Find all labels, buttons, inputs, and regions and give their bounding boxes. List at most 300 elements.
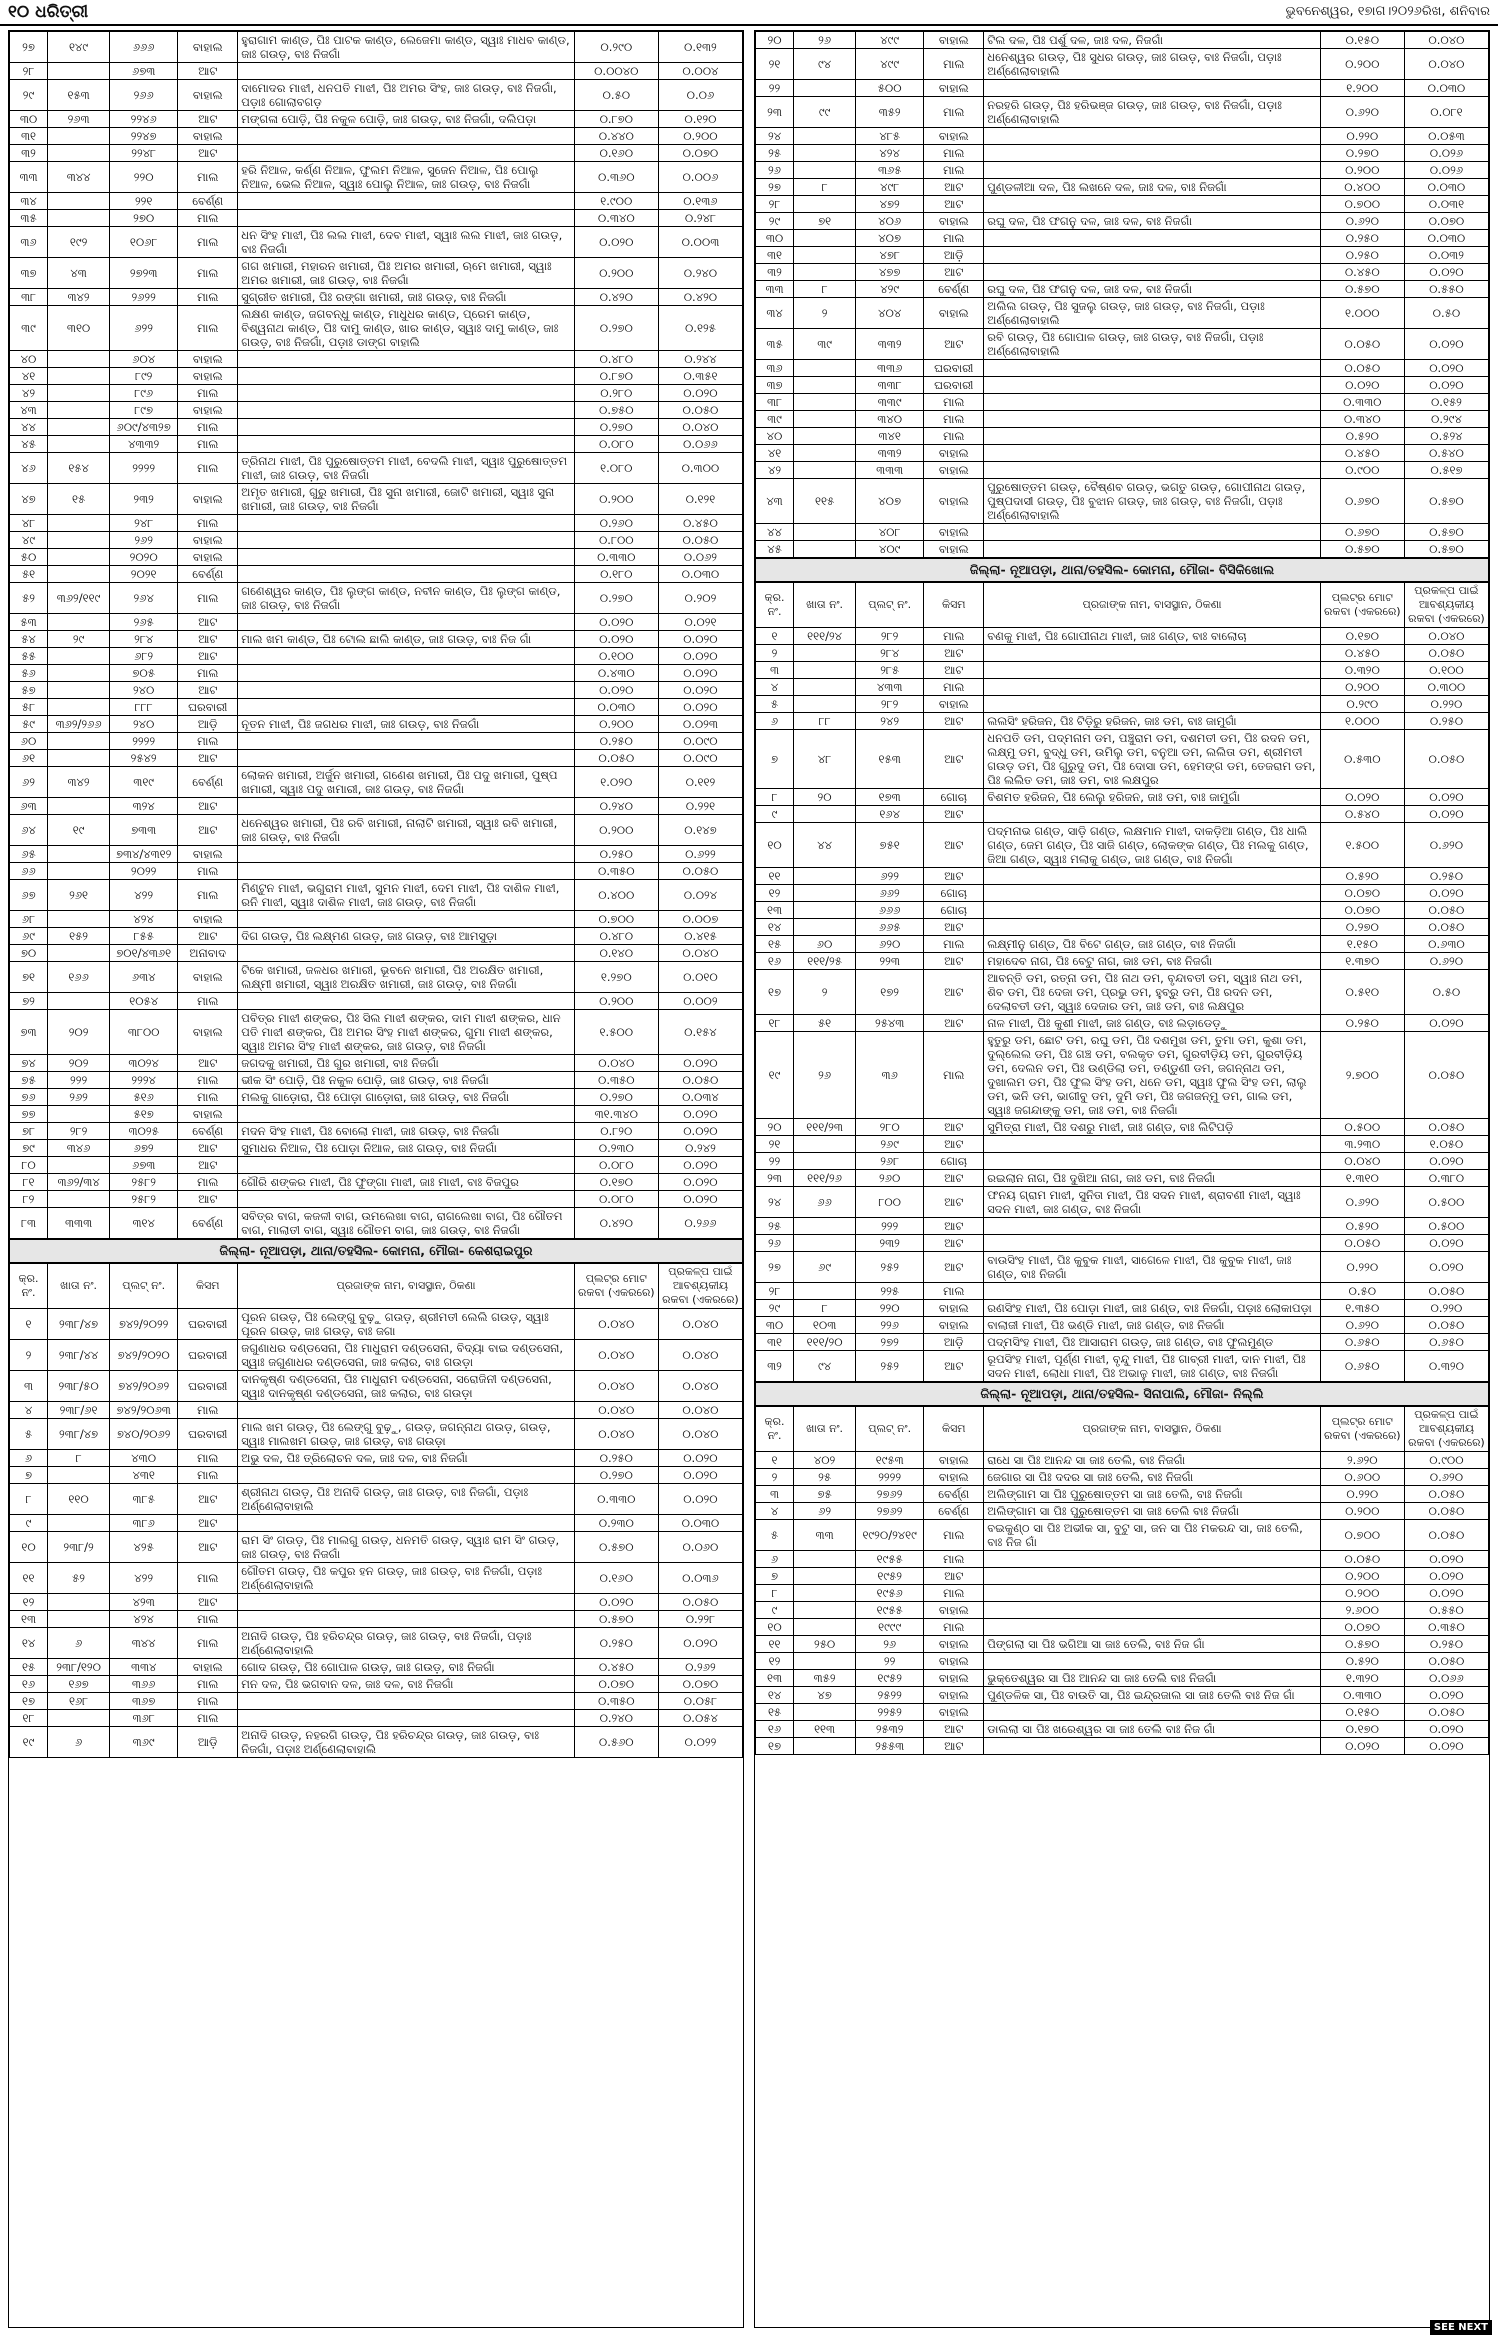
plot-cell: ୨୭୦ <box>110 210 178 227</box>
serial-cell: ୫୧ <box>10 566 48 583</box>
owner-cell <box>238 911 574 928</box>
total-area-cell: ୦.୭୦୦ <box>1320 196 1404 213</box>
plot-cell: ୮୫୫ <box>110 928 178 945</box>
issue-date: ଭୁବନେଶ୍ୱର, ୧୭ାଗ।୨୦୨୬ରିଖ, ଶନିବାର <box>1285 4 1490 19</box>
required-area-cell: ୦.୦୪୦ <box>658 419 742 436</box>
serial-cell: ୨୫ <box>756 145 794 162</box>
owner-cell <box>238 368 574 385</box>
owner-cell <box>238 1611 574 1628</box>
required-area-cell: ୦.୦୫୩ <box>1404 128 1488 145</box>
kisam-cell: ମାଲ <box>924 49 984 80</box>
total-area-cell: ୦.୧୫୦ <box>1320 1704 1404 1721</box>
table-row <box>10 1123 743 1140</box>
table-row <box>756 1283 1489 1300</box>
plot-cell: ୧୯୫୨ <box>856 1670 924 1687</box>
total-area-cell: ୦.୨୩୦ <box>574 1140 658 1157</box>
kisam-cell: ମାଲ <box>178 1676 238 1693</box>
khata-cell: ୨ <box>794 298 856 329</box>
owner-cell: ପୂରନ ଗଉଡ଼, ପିଃ ଲେଙ୍ଗୁ ବୁଢ଼ୁ ଗଉଡ଼, ଶ୍ରୀମତୀ ଲେଲି ଗଉଡ଼, ସ୍ୱାଃ ପୂରନ ଗଉଡ଼, ଜାଃ ଗଉଡ଼, ବାଃ ଜଗା <box>238 1309 574 1340</box>
total-area-cell: ୧.୩୨୦ <box>1320 1670 1404 1687</box>
required-area-cell: ୦.୦୬୬ <box>1404 1670 1488 1687</box>
khata-cell: ୨୦ <box>794 789 856 806</box>
kisam-cell: ଆଡ଼ି <box>178 716 238 733</box>
table-row <box>10 1191 743 1208</box>
owner-cell: ଅଲିଲ ଗଉଡ଼, ପିଃ ସୁଜଲୁ ଗଉଡ଼, ଜାଃ ଗଉଡ଼, ବାଃ ନିଜଗାଁ, ପଡ଼ାଃ ଅର୍ଣ୍ଣେଲାବାହାଲି <box>984 298 1320 329</box>
required-area-cell: ୦.୦୩୦ <box>1404 179 1488 196</box>
serial-cell: ୮୨ <box>10 1191 48 1208</box>
khata-cell: ୮୮ <box>794 713 856 730</box>
table-row <box>756 162 1489 179</box>
serial-cell: ୭୭ <box>10 1106 48 1123</box>
kisam-cell: ବାହାଲ <box>924 1687 984 1704</box>
serial-cell: ୪୪ <box>756 524 794 541</box>
total-area-cell: ୦.୧୦୦ <box>574 648 658 665</box>
plot-cell: ୬୨୨ <box>856 868 924 885</box>
table-row <box>756 145 1489 162</box>
plot-cell: ୩୧୯ <box>110 767 178 798</box>
table-row <box>756 230 1489 247</box>
khata-cell <box>48 368 110 385</box>
total-area-cell: ୦.୧୬୦ <box>574 1563 658 1594</box>
serial-cell: ୬୯ <box>10 928 48 945</box>
serial-cell: ୨୯ <box>756 213 794 230</box>
table-row <box>10 767 743 798</box>
owner-cell <box>238 385 574 402</box>
total-area-cell: ୦.୦୨୦ <box>574 614 658 631</box>
owner-cell <box>238 1467 574 1484</box>
plot-cell: ୭୪୨/୨୦୨୦ <box>110 1340 178 1371</box>
owner-cell <box>984 1585 1320 1602</box>
kisam-cell: ଆଟ <box>924 1235 984 1252</box>
owner-cell: ସବିତ୍ର ବାଗ, କଜଳୀ ବାଗ, ଉମଲେଖା ବାଗ, ରାଗଲେଖା ବାଗ, ପିଃ ଗୌତମ ବାଗ, ମାଲାତୀ ବାଗ, ସ୍ୱାଃ ଗୌତମ ବାଗ, ଜାଃ ଗଉଡ଼, ବାଃ ନିଜଗାଁ <box>238 1208 574 1239</box>
total-area-cell: ୦.୮୨୦ <box>574 1123 658 1140</box>
table-row <box>756 1015 1489 1032</box>
plot-cell: ୩୦୨୫ <box>110 1123 178 1140</box>
kisam-cell: ବେର୍ଣ୍ଣ <box>178 193 238 210</box>
serial-cell: ୨୭ <box>10 32 48 63</box>
total-area-cell: ୦.୧୭୦ <box>1320 628 1404 645</box>
table-row <box>10 1727 743 1758</box>
table-row <box>756 1334 1489 1351</box>
owner-cell <box>984 196 1320 213</box>
serial-cell: ୧୯ <box>756 1032 794 1119</box>
kisam-cell: ମାଲ <box>178 583 238 614</box>
required-area-cell: ୦.୦୫୦ <box>658 1594 742 1611</box>
owner-cell <box>984 128 1320 145</box>
owner-cell <box>238 1106 574 1123</box>
plot-cell: ୩୬ <box>856 1032 924 1119</box>
table-row <box>756 1738 1489 1755</box>
kisam-cell: ଆଟ <box>924 1015 984 1032</box>
required-area-cell: ୦.୩୦୦ <box>1404 679 1488 696</box>
plot-cell: ୮୯୬ <box>110 385 178 402</box>
owner-cell <box>984 1653 1320 1670</box>
total-area-cell: ୦.୫୩୦ <box>1320 730 1404 789</box>
table-row <box>10 111 743 128</box>
plot-cell: ୭୪୨/୨୦୬୨ <box>110 1371 178 1402</box>
kisam-cell: ମାଲ <box>178 733 238 750</box>
plot-cell: ୨୨୬ <box>856 1317 924 1334</box>
table-row <box>10 258 743 289</box>
kisam-cell: ଗୋଚା <box>924 902 984 919</box>
serial-cell: ୭ <box>10 1467 48 1484</box>
plot-cell: ୬୭୨ <box>110 1140 178 1157</box>
serial-cell: ୨୬ <box>756 162 794 179</box>
khata-cell <box>48 733 110 750</box>
total-area-cell: ୦.୭୦୦ <box>574 911 658 928</box>
table-row <box>10 532 743 549</box>
plot-cell: ୨୫୨ <box>856 1252 924 1283</box>
table-row <box>756 196 1489 213</box>
owner-cell: ନୂତନ ମାଝୀ, ପିଃ ଜଗଧର ମାଝୀ, ଜାଃ ଗଉଡ଼, ବାଃ ନିଜଗାଁ <box>238 716 574 733</box>
serial-cell: ୪୬ <box>10 453 48 484</box>
owner-cell <box>238 733 574 750</box>
serial-cell: ୧୨ <box>10 1594 48 1611</box>
plot-cell: ୧୯୫୫ <box>856 1602 924 1619</box>
khata-cell: ୬ <box>48 1628 110 1659</box>
table-row <box>10 911 743 928</box>
kisam-cell: ମାଲ <box>924 1619 984 1636</box>
serial-cell: ୩୫ <box>756 329 794 360</box>
plot-cell: ୨୬୯ <box>856 1136 924 1153</box>
plot-cell: ୭୦୫ <box>110 665 178 682</box>
plot-cell: ୪୯୮ <box>856 179 924 196</box>
table-row <box>756 696 1489 713</box>
required-area-cell: ୦.୦୫୦ <box>1404 1520 1488 1551</box>
required-area-cell: ୦.୦୨୦ <box>1404 264 1488 281</box>
plot-cell: ୨୨୦ <box>856 1300 924 1317</box>
plot-cell: ୩୩୩ <box>856 462 924 479</box>
table-row <box>756 868 1489 885</box>
kisam-cell: ଆଟ <box>178 1515 238 1532</box>
khata-cell <box>794 1153 856 1170</box>
khata-cell: ୧୧୧/୨୪ <box>794 628 856 645</box>
kisam-cell: ଆଟ <box>924 645 984 662</box>
plot-cell: ୩୬୭ <box>110 1693 178 1710</box>
table-row <box>10 193 743 210</box>
plot-cell: ୨୪୦ <box>110 716 178 733</box>
kisam-cell: ଘରବାରୀ <box>178 1419 238 1450</box>
table-row <box>756 1687 1489 1704</box>
required-area-cell: ୦.୦୫୪ <box>658 1710 742 1727</box>
total-area-cell: ୧.୩୫୦ <box>1320 1300 1404 1317</box>
serial-cell: ୫୨ <box>10 583 48 614</box>
owner-cell <box>238 210 574 227</box>
required-area-cell: ୦.୬୫୦ <box>1404 1334 1488 1351</box>
owner-cell <box>984 902 1320 919</box>
table-row <box>756 541 1489 558</box>
khata-cell: ୪୮ <box>794 730 856 789</box>
owner-cell <box>984 524 1320 541</box>
serial-cell: ୧୬ <box>10 1676 48 1693</box>
left-column <box>8 30 744 2328</box>
required-area-cell: ୦.୦୬୬ <box>658 436 742 453</box>
khata-cell <box>48 699 110 716</box>
owner-cell: ପୁଣ୍ଡଳିକ ସା, ପିଃ ବାଉତି ସା, ପିଃ ଇନ୍ଦ୍ରଜାଲ ସା ଜାଃ ତେଲି ବାଃ ନିଜ ଗାଁ <box>984 1687 1320 1704</box>
owner-cell <box>984 80 1320 97</box>
plot-cell: ୧୦୫୪ <box>110 993 178 1010</box>
plot-cell: ୩୬୬ <box>110 1676 178 1693</box>
total-area-cell: ୦.୦୫୦ <box>1320 1551 1404 1568</box>
serial-cell: ୫ <box>10 1419 48 1450</box>
kisam-cell: ବାହାଲ <box>924 1317 984 1334</box>
required-area-cell: ୦.୦୩୬ <box>658 1563 742 1594</box>
plot-cell: ୩୪୦ <box>856 411 924 428</box>
kisam-cell: ଆଟ <box>924 1568 984 1585</box>
table-row <box>10 419 743 436</box>
serial-cell: ୬୭ <box>10 880 48 911</box>
khata-cell: ୪୪ <box>794 823 856 868</box>
table-row <box>10 716 743 733</box>
required-area-cell: ୦.୦୦୭ <box>658 911 742 928</box>
owner-cell <box>238 1710 574 1727</box>
required-area-cell: ୦.୩୦୦ <box>658 453 742 484</box>
serial-cell: ୧୩ <box>10 1611 48 1628</box>
table-row <box>10 549 743 566</box>
kisam-cell: ଆଟ <box>924 1738 984 1755</box>
serial-cell: ୩୬ <box>756 360 794 377</box>
owner-cell: ଗଣେଶ୍ୱର କାଣ୍ଡ, ପିଃ ଲୁଙ୍ଗ କାଣ୍ଡ, ନବୀନ କାଣ୍ଡ, ପିଃ ଲୁଙ୍ଗ କାଣ୍ଡ, ଜାଃ ଗଉଡ଼, ବାଃ ନିଜଗାଁ <box>238 583 574 614</box>
owner-cell: ଅଲିଙ୍ଗାମ ସା ପିଃ ପୁରୁଷୋତ୍ତମ ସା ଜାଃ ତେଲି, ବାଃ ନିଜଗାଁ <box>984 1486 1320 1503</box>
khata-cell <box>48 993 110 1010</box>
total-area-cell: ୧.୦୮୦ <box>574 453 658 484</box>
khata-cell <box>48 145 110 162</box>
plot-cell: ୭୩୩ <box>110 815 178 846</box>
plot-cell: ୪୩୩୨ <box>110 436 178 453</box>
kisam-cell: ଗୋଚା <box>924 885 984 902</box>
plot-cell: ୩୬୯ <box>110 1727 178 1758</box>
page-number: ୧୦ ଧରିତ୍ରୀ <box>8 2 89 22</box>
khata-cell: ୧୬୬ <box>48 962 110 993</box>
plot-cell: ୨୨୨୪ <box>110 1072 178 1089</box>
required-area-cell: ୦.୦୫୦ <box>1404 730 1488 789</box>
plot-cell: ୨୨୩ <box>856 953 924 970</box>
owner-cell <box>238 419 574 436</box>
kisam-cell: ଆଟ <box>178 631 238 648</box>
table-row <box>756 1670 1489 1687</box>
required-area-cell: ୦.୫୭୦ <box>1404 479 1488 524</box>
table-row <box>10 1515 743 1532</box>
serial-cell: ୮୧ <box>10 1174 48 1191</box>
required-area-cell: ୦.୧୦୦ <box>1404 662 1488 679</box>
khata-cell: ୧୯୨ <box>48 227 110 258</box>
required-area-cell: ୦.୦୫୦ <box>658 1072 742 1089</box>
required-area-cell: ୦.୦୯୦ <box>658 750 742 767</box>
table-row <box>756 524 1489 541</box>
serial-cell: ୩୫ <box>10 210 48 227</box>
owner-cell: ଡାଲଲା ସା ପିଃ ଖରେଶ୍ୱର ସା ଜାଃ ତେଲି ବାଃ ନିଜ ଗାଁ <box>984 1721 1320 1738</box>
kisam-cell: ଆଟ <box>924 1187 984 1218</box>
required-area-cell: ୦.୦୫୦ <box>1404 1317 1488 1334</box>
serial-cell: ୨୬ <box>756 1235 794 1252</box>
plot-cell: ୪୦୯ <box>856 541 924 558</box>
page-header <box>0 0 1498 26</box>
kisam-cell: ବେର୍ଣ୍ଣ <box>924 1486 984 1503</box>
required-area-cell: ୦.୦୫୦ <box>1404 1653 1488 1670</box>
table-row <box>10 1611 743 1628</box>
kisam-cell: ଘରବାରୀ <box>178 1340 238 1371</box>
kisam-cell: ଆଟ <box>178 145 238 162</box>
kisam-cell: ମାଲ <box>178 162 238 193</box>
total-area-cell: ୦.୫୭୦ <box>574 1532 658 1563</box>
total-area-cell: ୧.୨୭୦ <box>574 962 658 993</box>
khata-cell <box>48 1191 110 1208</box>
plot-cell: ୮୯୭ <box>110 402 178 419</box>
owner-cell: ପବିତ୍ର ମାଝୀ ଶଙ୍କର, ପିଃ ସିଲ ମାଝୀ ଶଙ୍କର, ଦାମ ମାଝୀ ଶଙ୍କର, ଧାନ ପତି ମାଝୀ ଶଙ୍କର, ପିଃ ଅମର ସିଂହ ମାଝୀ ଶଙ୍କର, ଗୁମା ମାଝୀ ଶଙ୍କର, ସ୍ୱାଃ ଅମର ସିଂହ ମାଝୀ ଶଙ୍କର, ଜାଃ ଗଉଡ଼, ବାଃ ନିଜଗାଁ <box>238 1010 574 1055</box>
owner-cell: ବାଲାଜୀ ମାଝୀ, ପିଃ ଭଣ୍ଡି ମାଝୀ, ଜାଃ ଗଣ୍ଡ, ବାଃ ନିଜଗାଁ <box>984 1317 1320 1334</box>
kisam-cell: ବାହାଲ <box>924 445 984 462</box>
serial-cell: ୨୨ <box>756 80 794 97</box>
owner-cell <box>984 919 1320 936</box>
khata-cell <box>794 541 856 558</box>
total-area-cell: ୦.୩୩୦ <box>574 1484 658 1515</box>
khata-cell: ୧୧୩ <box>794 1721 856 1738</box>
table-row <box>10 351 743 368</box>
serial-cell: ୫୦ <box>10 549 48 566</box>
total-area-cell: ୦.୦୪୦ <box>574 1371 658 1402</box>
table-row <box>756 1317 1489 1334</box>
plot-cell: ୨୨୧ <box>110 193 178 210</box>
total-area-cell: ୦.୬୨୦ <box>1320 1317 1404 1334</box>
kisam-cell: ଆଟ <box>178 1055 238 1072</box>
serial-cell: ୧୧ <box>10 1563 48 1594</box>
serial-cell: ୨୪ <box>756 1187 794 1218</box>
owner-cell <box>984 162 1320 179</box>
serial-cell: ୧ <box>10 1309 48 1340</box>
plot-cell: ୩୩୪ <box>110 1659 178 1676</box>
total-area-cell: ୦.୬୨୦ <box>1320 97 1404 128</box>
serial-cell: ୧୩ <box>756 902 794 919</box>
kisam-cell: ଆଟ <box>178 1191 238 1208</box>
required-area-cell: ୦.୦୨୦ <box>658 648 742 665</box>
kisam-cell: ମାଲ <box>178 665 238 682</box>
kisam-cell: ମାଲ <box>178 1089 238 1106</box>
serial-cell: ୩୦ <box>756 230 794 247</box>
total-area-cell: ୦.୦୮୦ <box>574 1157 658 1174</box>
khata-cell: ୧୧୦ <box>48 1484 110 1515</box>
plot-cell: ୬୭୩ <box>110 63 178 80</box>
khata-cell: ୨୫ <box>794 1469 856 1486</box>
required-area-cell: ୦.୦୨୦ <box>658 1450 742 1467</box>
table-row <box>756 1551 1489 1568</box>
table-row <box>756 128 1489 145</box>
table-row <box>756 970 1489 1015</box>
owner-cell <box>238 402 574 419</box>
kisam-cell: ଘରବାରୀ <box>924 377 984 394</box>
required-area-cell: ୦.୦୨୦ <box>658 1191 742 1208</box>
owner-cell: ମନ ଦଳ, ପିଃ ଭଗବାନ ଦଳ, ଜାଃ ଦଳ, ବାଃ ନିଜଗାଁ <box>238 1676 574 1693</box>
kisam-cell: ଆଟ <box>924 1170 984 1187</box>
serial-cell: ୪ <box>756 1503 794 1520</box>
khata-cell: ୧୧୫ <box>794 479 856 524</box>
serial-cell: ୨୭ <box>756 179 794 196</box>
required-area-cell: ୦.୫୪୦ <box>1404 445 1488 462</box>
total-area-cell: ୦.୨୦୦ <box>1320 162 1404 179</box>
serial-cell: ୨୫ <box>756 1218 794 1235</box>
serial-cell: ୨୯ <box>756 1300 794 1317</box>
kisam-cell: ଆଟ <box>924 868 984 885</box>
khata-cell: ୧୯ <box>48 815 110 846</box>
total-area-cell: ୦.୨୭୦ <box>574 583 658 614</box>
total-area-cell: ୦.୨୨୦ <box>1320 1486 1404 1503</box>
khata-cell <box>48 648 110 665</box>
owner-cell: ଗୋଦ ଗଉଡ଼, ପିଃ ଗୋପାଳ ଗଉଡ଼, ଜାଃ ଗଉଡ଼, ବାଃ ନିଜଗାଁ <box>238 1659 574 1676</box>
table-row <box>10 962 743 993</box>
required-area-cell: ୦.୫୫୦ <box>1404 281 1488 298</box>
table-row <box>756 730 1489 789</box>
serial-cell: ୫ <box>756 1520 794 1551</box>
table-row <box>10 583 743 614</box>
owner-cell: ରବି ଗଉଡ଼, ପିଃ ଗୋପାଳ ଗଉଡ଼, ଜାଃ ଗଉଡ଼, ବାଃ ନିଜଗାଁ, ପଡ଼ାଃ ଅର୍ଣ୍ଣେଲାବାହାଲି <box>984 329 1320 360</box>
serial-cell: ୩୪ <box>10 193 48 210</box>
plot-cell: ୧୦୬୮ <box>110 227 178 258</box>
kisam-cell: ଘରବାରୀ <box>178 1371 238 1402</box>
owner-cell <box>238 128 574 145</box>
kisam-cell: ଆଟ <box>924 264 984 281</box>
owner-cell: ଧନପତି ଡମ, ପଦ୍ମନାମ ଡମ, ପଞ୍ଚୁରାମ ଡମ, ଦଶମତୀ ଡମ, ପିଃ ରଦନ ଡମ, ଲକ୍ଷ୍ମୁ ଡମ, ବୁଦ୍ଧୁ ଡମ, ଉମିଲୁ ଡମ, ବନୁଆ ଡମ, ଲଲିତା ଡମ, ଶ୍ରୀମତୀ ଗଉଡ଼ ଡମ, ପିଃ ଗୁରୁଦୁ ଡମ, ପିଃ ଦୋସା ଡମ, ହେମଙ୍ଗ ଡମ, ତେଜରାମ ଡମ, ପିଃ ଲଲିତ ଡମ, ଜାଃ ଡମ, ବାଃ ଲକ୍ଷପୁର <box>984 730 1320 789</box>
khata-cell <box>794 230 856 247</box>
table-row <box>756 1653 1489 1670</box>
column-header: ପ୍ରଜାଙ୍କ ନାମ, ବାସସ୍ଥାନ, ଠିକଣା <box>238 1264 574 1309</box>
column-header: ପ୍ଲଟ୍ର ମୋଟ ରକବା (ଏକରରେ) <box>1320 583 1404 628</box>
total-area-cell: ୦.୨୮୦ <box>574 385 658 402</box>
table-row <box>10 453 743 484</box>
see-next-badge: SEE NEXT <box>1430 2320 1492 2335</box>
owner-cell: ହୁତୁରୁ ଡମ, ଛୋଟ ଡମ, ରଘୁ ଡମ, ପିଃ ଦଶମୁଖ ଡମ, ତୁମା ଡମ, କୁଶା ଡମ, ଦୁଲ୍ଲେଲ ଡମ, ପିଃ ଗଞ୍ଚ ଡମ, ବଲକୃତ ଡମ, ଗୁରବୀଡ଼ିୟ ଡମ, ଗୁରବୀଡ଼ିୟ ଡମ, ଦେଲନ ଡମ, ପିଃ ଉଣ୍ଡିଲା ଡମ, ତଣ୍ଡୁଣୀ ଡମ, ଜଗନ୍ନାଥ ଡମ, ଦୁଖାଲମ ଡମ, ପିଃ ଫୁଲ ସିଂହ ଡମ, ଧନେ ଡମ, ସ୍ୱାଃ ଫୁଲ ସିଂହ ଡମ, ଲାଲୁ ଡମ, ଭନି ଡମ, ଭାଗୀବୁ ଡମ, ଦୁମି ଡମ, ପିଃ ଜଗଜନ୍ମୁ ଡମ, ଗାଲ ଡମ, ସ୍ୱାଃ ଜଗନ୍ଦାଙ୍କୁ ଡମ, ଜାଃ ଡମ, ବାଃ ନିଜଗାଁ <box>984 1032 1320 1119</box>
total-area-cell: ୧.୫୦୦ <box>1320 823 1404 868</box>
khata-cell <box>794 662 856 679</box>
owner-cell <box>984 1619 1320 1636</box>
total-area-cell: ୦.୦୫୦ <box>574 750 658 767</box>
required-area-cell: ୦.୦୪୦ <box>658 1371 742 1402</box>
column-header: ପ୍ରକଳ୍ପ ପାଇଁ ଆବଶ୍ୟକୀୟ ରକବା (ଏକରରେ) <box>658 1264 742 1309</box>
table-row <box>756 936 1489 953</box>
kisam-cell: ବାହାଲ <box>924 80 984 97</box>
kisam-cell: ମାଲ <box>178 1402 238 1419</box>
table-row <box>10 682 743 699</box>
required-area-cell: ୦.୦୨୦ <box>658 385 742 402</box>
total-area-cell: ୦.୦୨୦ <box>574 227 658 258</box>
khata-cell: ୧୫୩ <box>48 80 110 111</box>
total-area-cell: ୦.୨୬୦ <box>574 515 658 532</box>
kisam-cell: ମାଲ <box>178 1563 238 1594</box>
required-area-cell: ୦.୦୨୦ <box>1404 1015 1488 1032</box>
required-area-cell: ୦.୦୫୦ <box>1404 919 1488 936</box>
plot-cell: ୨୩୨ <box>856 1235 924 1252</box>
required-area-cell: ୦.୦୦୩ <box>658 227 742 258</box>
serial-cell: ୪୫ <box>10 436 48 453</box>
kisam-cell: ବାହାଲ <box>924 32 984 49</box>
total-area-cell: ୦.୦୭୦ <box>574 1676 658 1693</box>
owner-cell <box>238 193 574 210</box>
total-area-cell: ୦.୩୫୦ <box>574 1693 658 1710</box>
plot-cell: ୪୦୬ <box>856 213 924 230</box>
column-header: ଖାତା ନଂ. <box>794 1407 856 1452</box>
table-row <box>10 402 743 419</box>
owner-cell: ଦାମୋଦର ମାଝୀ, ଧନପତି ମାଝୀ, ପିଃ ଅମର ସିଂହ, ଜାଃ ଗଉଡ଼, ବାଃ ନିଜଗାଁ, ପଡ଼ାଃ ଗୋଲାବଗଡ଼ <box>238 80 574 111</box>
total-area-cell: ୦.୧୭୦ <box>574 1174 658 1191</box>
owner-cell: ଲକ୍ଷ୍ମୀନୁ ଗଣ୍ଡ, ପିଃ ବିଟେ ଗଣ୍ଡ, ଜାଃ ଗଣ୍ଡ, ବାଃ ନିଜଗାଁ <box>984 936 1320 953</box>
owner-cell: ଭୀକ ସିଂ ପୋଡ଼ି, ପିଃ ନକୁଳ ପୋଡ଼ି, ଜାଃ ଗଉଡ଼, ବାଃ ନିଜଗାଁ <box>238 1072 574 1089</box>
khata-cell: ୨୩୮/୬୧ <box>48 1402 110 1419</box>
kisam-cell: ମାଲ <box>924 97 984 128</box>
serial-cell: ୭୮ <box>10 1123 48 1140</box>
owner-cell <box>984 360 1320 377</box>
table-row <box>756 298 1489 329</box>
plot-cell: ୪୦୮ <box>856 524 924 541</box>
khata-cell <box>794 1704 856 1721</box>
owner-cell: ପୁଣ୍ଡଳୀଆ ଦଳ, ପିଃ ଲଖନେ ଦଳ, ଜାଃ ଦଳ, ବାଃ ନିଜଗାଁ <box>984 179 1320 196</box>
